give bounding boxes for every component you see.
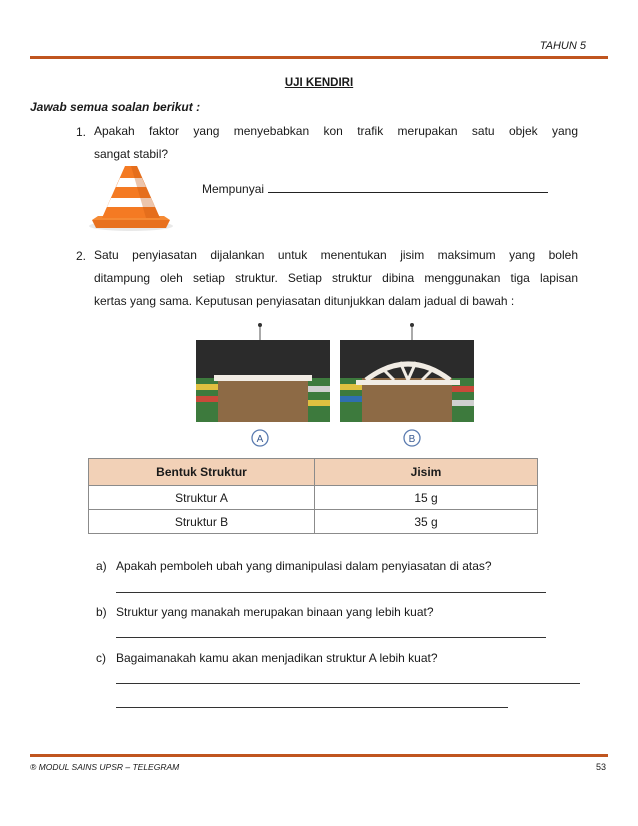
q1-answer-row [202,182,548,196]
q1-line2: sangat stabil? [94,147,169,161]
sub-c-text: Bagaimanakah kamu akan menjadikan struktur A lebih kuat? [116,651,438,665]
q1-answer-prefix: Mempunyai [202,182,265,196]
q2-line2: ditampung oleh setiap struktur. Setiap struktur dibina menggunakan tiga lapisan [94,271,578,285]
sub-c-label: c) [96,651,106,665]
table-header-mass: Jisim [315,459,538,486]
instruction: Jawab semua soalan berikut : [30,100,201,114]
header-level: TAHUN 5 [539,40,586,52]
sub-c-answer-line-2[interactable] [116,707,508,708]
table-header-row [89,459,538,486]
sub-b-label: b) [96,605,107,619]
sub-b-answer-line[interactable] [116,637,546,638]
sub-c-answer-line-1[interactable] [116,683,580,684]
sub-a-text: Apakah pemboleh ubah yang dimanipulasi dalam penyiasatan di atas? [116,559,492,573]
sub-b-text: Struktur yang manakah merupakan binaan yang lebih kuat? [116,605,434,619]
photo-label-a: A [256,434,264,445]
table-header-structure: Bentuk Struktur [89,459,315,486]
table-cell: 35 g [315,510,538,534]
table-cell: Struktur B [89,510,315,534]
page-title: UJI KENDIRI [284,77,354,89]
photo-label-b: B [408,434,416,445]
results-table [88,458,538,534]
traffic-cone-image [86,162,176,237]
table-cell: 15 g [315,486,538,510]
q2-number: 2. [76,249,87,263]
table-row [89,486,538,510]
table-cell: Struktur A [89,486,315,510]
table-row [89,510,538,534]
sub-a-answer-line[interactable] [116,592,546,593]
q1-line1: Apakah faktor yang menyebabkan kon trafik merupakan satu objek yang [94,124,578,138]
q2-text [94,244,578,313]
footer-source: ® MODUL SAINS UPSR – TELEGRAM [30,762,180,772]
q1-number: 1. [76,125,87,139]
header-divider [30,56,608,59]
q1-text [94,120,578,166]
footer-divider [30,754,608,757]
q2-line1: Satu penyiasatan dijalankan untuk menentukan jisim maksimum yang boleh [94,248,578,262]
q1-answer-line[interactable] [268,183,548,193]
page-number: 53 [595,762,606,772]
sub-a-label: a) [96,559,107,573]
q2-line3: kertas yang sama. Keputusan penyiasatan ditunjukkan dalam jadual di bawah : [94,294,515,308]
structure-photos [190,320,480,455]
